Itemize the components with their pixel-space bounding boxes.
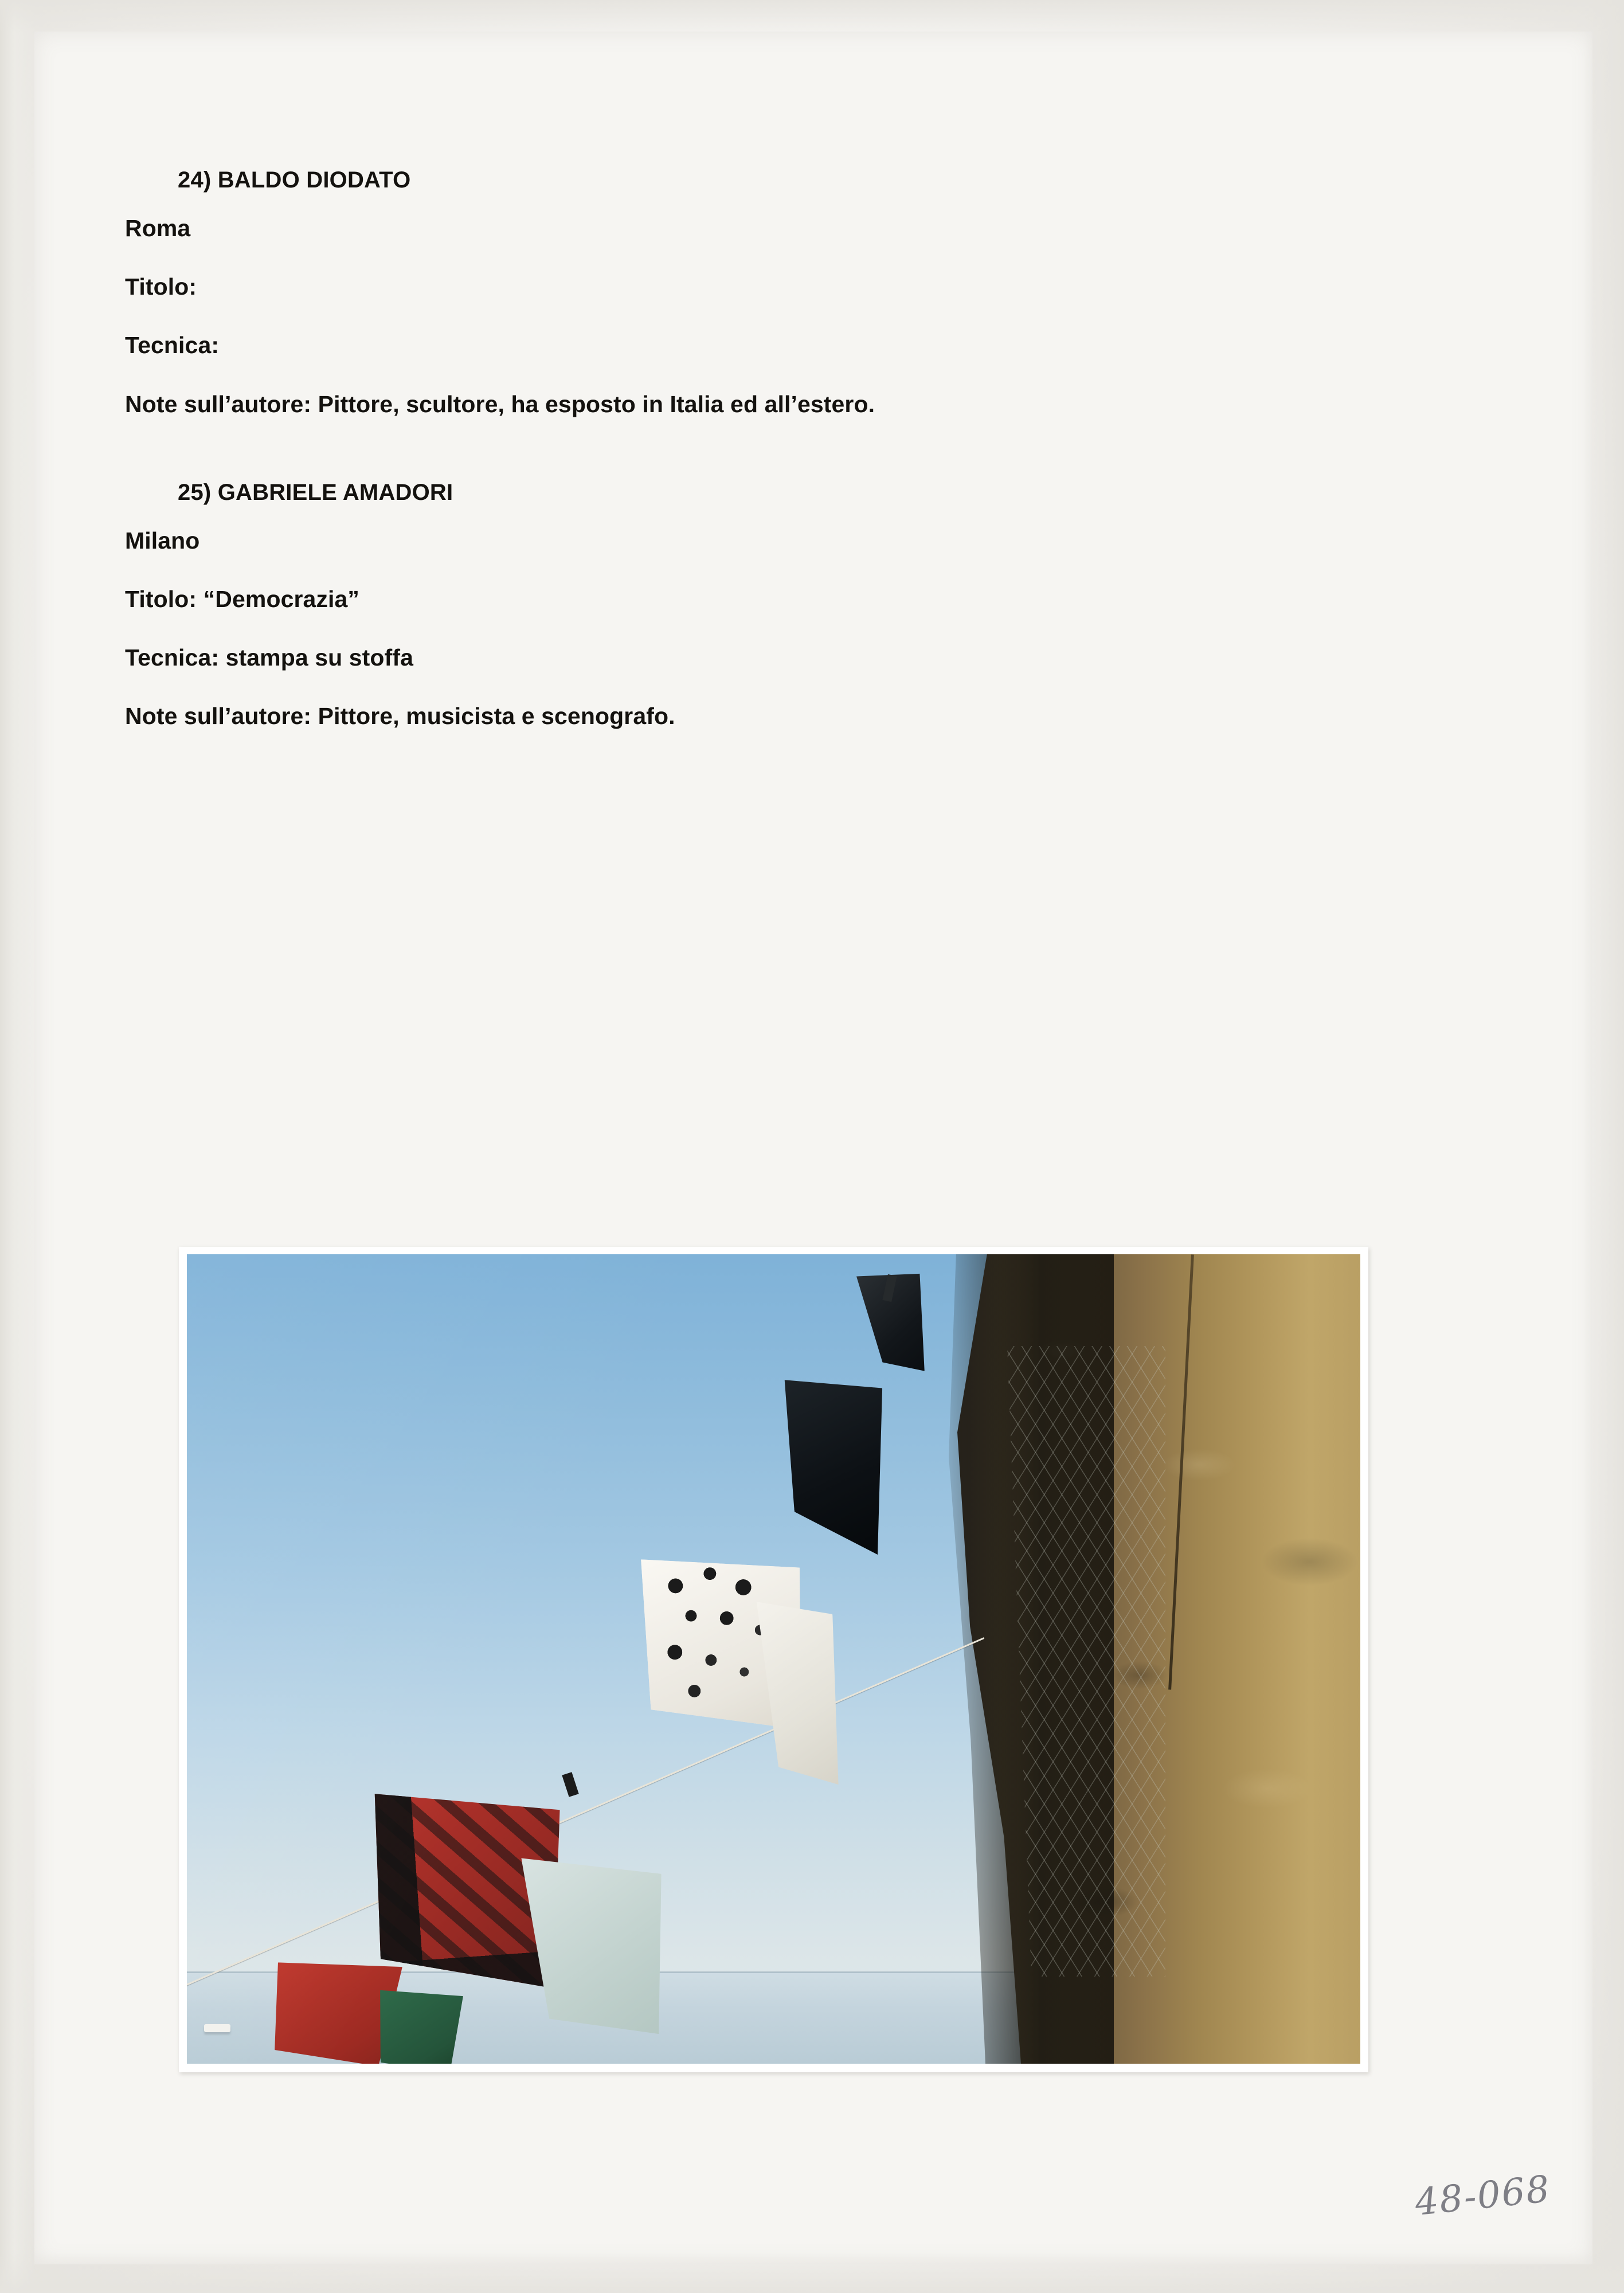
- photograph-frame: [179, 1247, 1368, 2072]
- page-edge-left: [0, 0, 36, 2293]
- entry-25: [125, 479, 1386, 731]
- entry-25-title: 25) GABRIELE AMADORI: [178, 479, 453, 505]
- entries-text-block: [125, 166, 1386, 731]
- page-edge-right: [1584, 0, 1624, 2293]
- page-edge-bottom: [0, 2253, 1624, 2293]
- entry-25-city: Milano: [125, 527, 200, 554]
- boat-icon: [204, 2024, 230, 2032]
- entry-24-titolo: Titolo:: [125, 273, 197, 300]
- photograph: [187, 1254, 1360, 2064]
- page-edge-top: [0, 0, 1624, 33]
- handwritten-reference-number: 48-068: [1412, 2167, 1553, 2225]
- entry-24-title: 24) BALDO DIODATO: [178, 167, 411, 193]
- entry-24-note: Note sull’autore: Pittore, scultore, ha esposto in Italia ed all’estero.: [125, 390, 875, 417]
- entry-25-note: Note sull’autore: Pittore, musicista e scenografo.: [125, 703, 675, 730]
- entry-24-tecnica: Tecnica:: [125, 332, 220, 359]
- entry-24-city: Roma: [125, 215, 191, 241]
- entry-separator: [125, 418, 1386, 479]
- entry-25-tecnica: Tecnica: stampa su stoffa: [125, 644, 413, 671]
- entry-24: [125, 166, 1386, 418]
- entry-25-titolo: Titolo: “Democrazia”: [125, 585, 360, 612]
